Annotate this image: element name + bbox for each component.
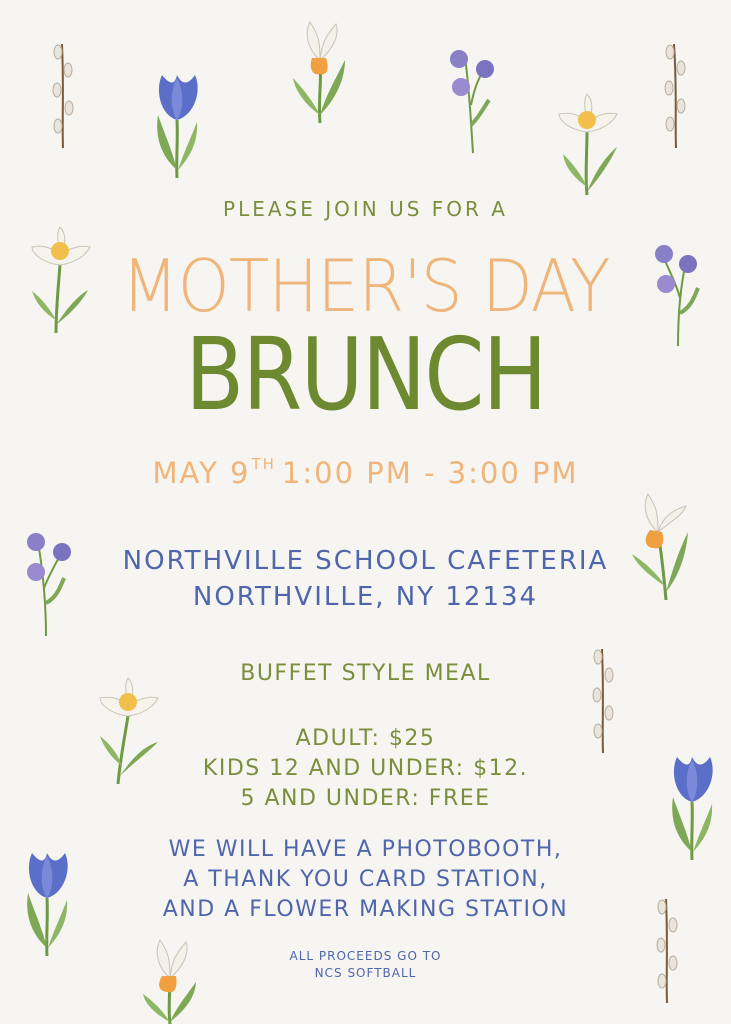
date-suffix: TH (251, 455, 276, 473)
daffodil-icon (628, 492, 693, 602)
price-kids: KIDS 12 AND UNDER: $12. (202, 756, 529, 781)
crocus-icon (150, 70, 205, 180)
pussy-willow-icon (652, 895, 682, 1005)
berry-sprig-icon (650, 238, 705, 348)
event-time: 1:00 PM - 3:00 PM (281, 456, 579, 490)
activity-line-1: WE WILL HAVE A PHOTOBOOTH, (168, 837, 563, 862)
pussy-willow-icon (48, 40, 78, 150)
price-adult: ADULT: $25 (295, 726, 436, 751)
proceeds-line-1: ALL PROCEEDS GO TO (289, 949, 442, 963)
venue-name: NORTHVILLE SCHOOL CAFETERIA (122, 546, 609, 576)
title-brunch: BRUNCH (185, 316, 546, 433)
invite-line: PLEASE JOIN US FOR A (223, 197, 508, 221)
price-small-kids: 5 AND UNDER: FREE (240, 786, 491, 811)
daffodil-icon (290, 20, 350, 125)
berry-sprig-icon (20, 528, 75, 638)
berry-sprig-icon (445, 45, 500, 155)
proceeds-line-2: NCS SOFTBALL (314, 966, 417, 980)
meal-style: BUFFET STYLE MEAL (240, 661, 491, 686)
activities-list (0, 835, 731, 925)
activity-line-3: AND A FLOWER MAKING STATION (162, 897, 569, 922)
daffodil-icon (28, 225, 93, 335)
venue-city: NORTHVILLE, NY 12134 (192, 582, 539, 612)
daffodil-icon (140, 938, 200, 1024)
crocus-icon (665, 752, 720, 862)
pussy-willow-icon (588, 645, 618, 755)
activity-line-2: A THANK YOU CARD STATION, (183, 867, 548, 892)
proceeds-note (0, 948, 731, 982)
event-date: MAY 9 (152, 456, 251, 490)
pussy-willow-icon (660, 40, 690, 150)
event-location (0, 543, 731, 615)
daffodil-icon (96, 676, 161, 786)
title-mothers-day: MOTHER'S DAY (121, 244, 610, 328)
crocus-icon (20, 848, 75, 958)
event-date-time (0, 455, 731, 490)
daffodil-icon (555, 92, 620, 197)
